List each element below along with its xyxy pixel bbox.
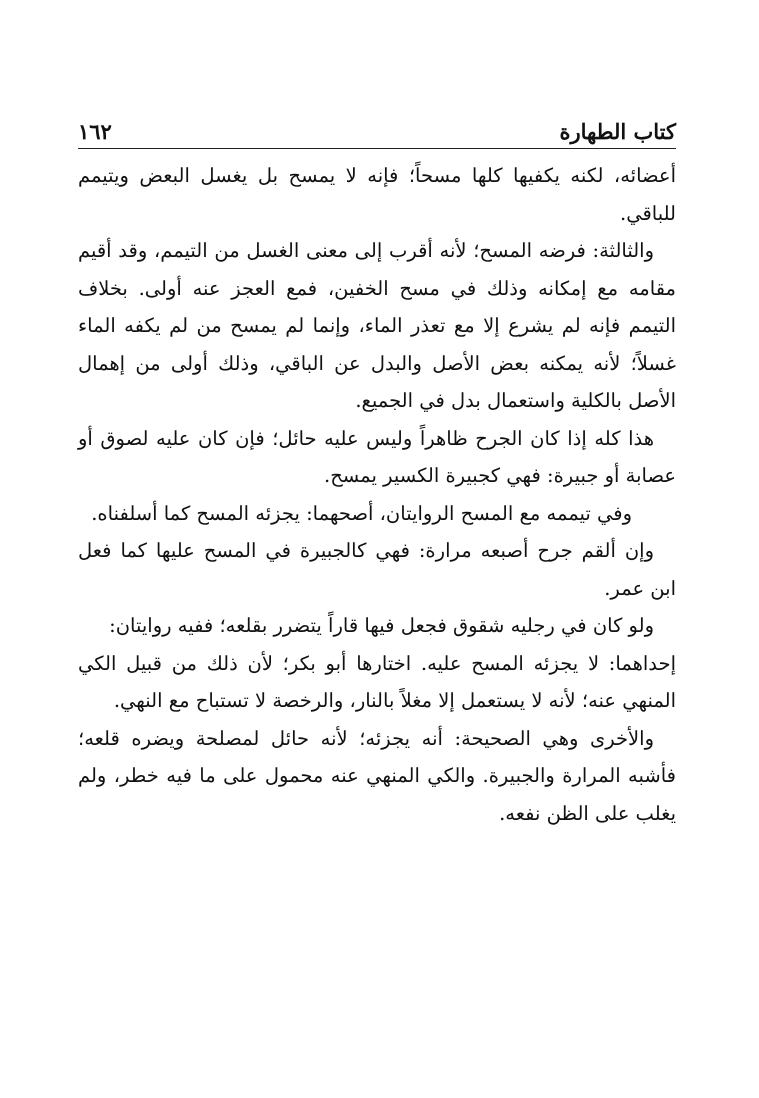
paragraph: وإن ألقم جرح أصبعه مرارة: فهي كالجبيرة في المسح عليها كما فعل ابن عمر. (78, 539, 676, 600)
body-text (78, 157, 676, 832)
page-number: ١٦٢ (78, 119, 112, 144)
paragraph: وفي تيممه مع المسح الروايتان، أصحهما: يجزئه المسح كما أسلفناه. (91, 501, 632, 525)
paragraph: هذا كله إذا كان الجرح ظاهراً وليس عليه حائل؛ فإن كان عليه لصوق أو عصابة أو جبيرة: فهي كجبيرة الكسير يمسح. (78, 426, 676, 487)
document-page (78, 118, 676, 832)
paragraph: أعضائه، لكنه يكفيها كلها مسحاً؛ فإنه لا يمسح بل يغسل البعض ويتيمم للباقي. (78, 164, 676, 225)
paragraph: والأخرى وهي الصحيحة: أنه يجزئه؛ لأنه حائل لمصلحة ويضره قلعه؛ فأشبه المرارة والجبيرة. والكي المنهي عنه محمول على ما فيه خطر، ولم يغلب على الظن نفعه. (78, 726, 676, 825)
page-header (78, 118, 676, 149)
chapter-title: كتاب الطهارة (559, 119, 676, 144)
paragraph: ولو كان في رجليه شقوق فجعل فيها قاراً يتضرر بقلعه؛ ففيه روايتان: (109, 614, 654, 637)
paragraph: إحداهما: لا يجزئه المسح عليه. اختارها أبو بكر؛ لأن ذلك من قبيل الكي المنهي عنه؛ لأنه لا يستعمل إلا مغلاً بالنار، والرخصة لا تستباح مع النهي. (78, 651, 676, 712)
paragraph: والثالثة: فرضه المسح؛ لأنه أقرب إلى معنى الغسل من التيمم، وقد أقيم مقامه مع إمكانه وذلك في مسح الخفين، فمع العجز عنه أولى. بخلاف التيمم فإنه لم يشرع إلا مع تعذر الماء، وإنما لم يمسح من لم يكفه الماء غسلاً؛ لأنه يمكنه بعض الأصل والبدل عن الباقي، وذلك أولى من إهمال الأصل بالكلية واستعمال بدل في الجميع. (78, 239, 676, 412)
